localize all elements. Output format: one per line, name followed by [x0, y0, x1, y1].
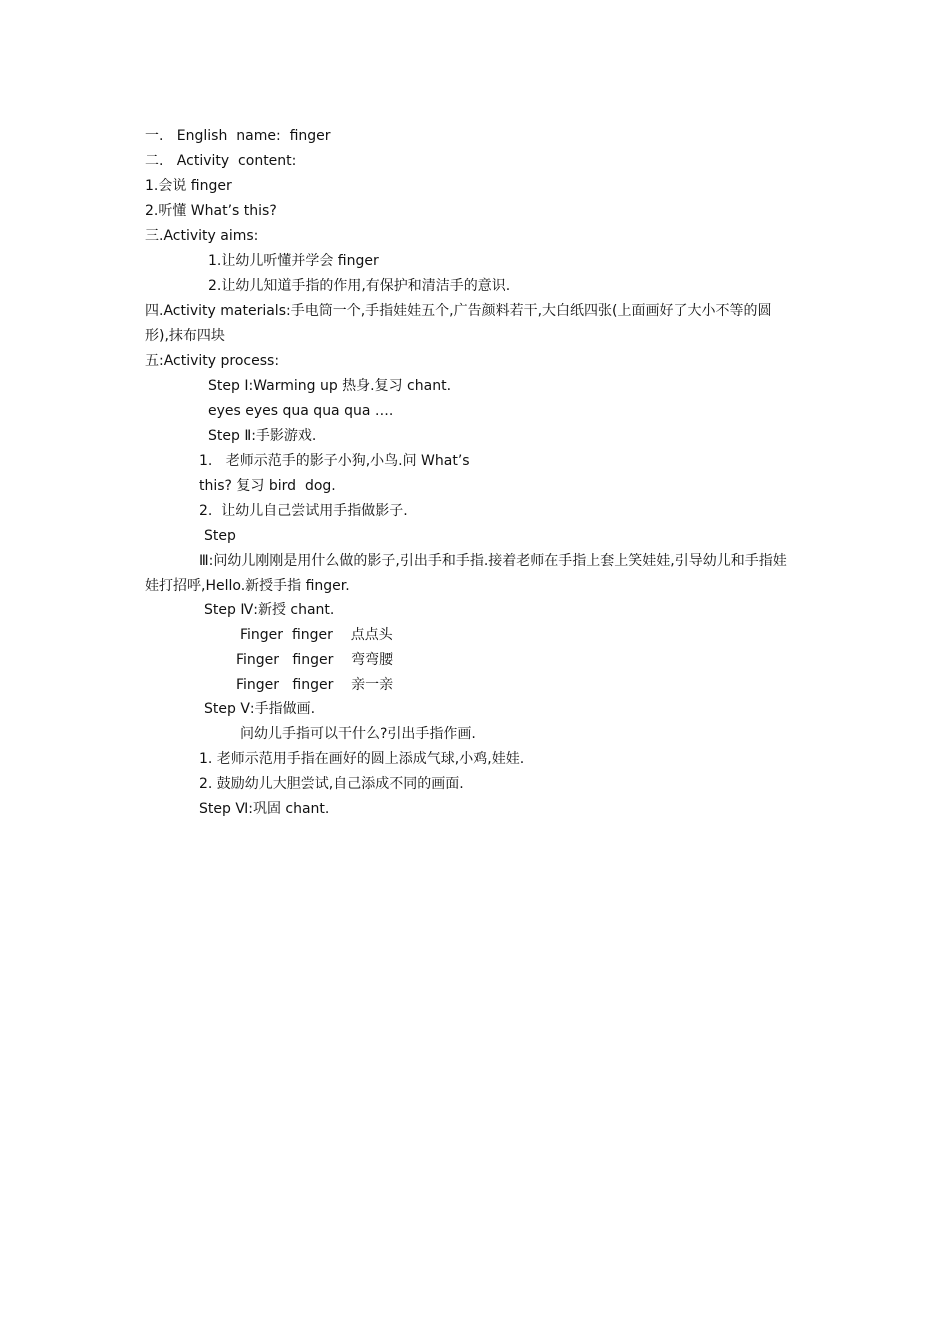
step-2-heading: Step Ⅱ:手影游戏. — [208, 428, 317, 444]
step-3-text: Ⅲ:问幼儿刚刚是用什么做的影子,引出手和手指.接着老师在手指上套上笑娃娃,引导幼儿和手指娃 — [199, 553, 787, 569]
step-3-label: Step — [204, 528, 236, 544]
section-2-activity-content: 二. Activity content: — [145, 153, 297, 169]
step-4-heading: Step Ⅳ:新授 chant. — [204, 602, 335, 618]
step-6-heading: Step Ⅵ:巩固 chant. — [199, 801, 330, 817]
step-2-item-2: 2. 让幼儿自己尝试用手指做影子. — [199, 503, 408, 519]
step-1-chant: eyes eyes qua qua qua …. — [208, 403, 394, 419]
aim-item-2: 2.让幼儿知道手指的作用,有保护和清洁手的意识. — [208, 278, 511, 294]
chant-line-1: Finger finger 点点头 — [240, 627, 393, 643]
section-4-activity-materials: 四.Activity materials:手电筒一个,手指娃娃五个,广告颜料若干,大白纸四张(上面画好了大小不等的圆 — [145, 303, 772, 319]
step-5-heading: Step Ⅴ:手指做画. — [204, 701, 316, 717]
section-3-activity-aims: 三.Activity aims: — [145, 228, 259, 244]
content-item-2: 2.听懂 What’s this? — [145, 203, 277, 219]
step-1-heading: Step Ⅰ:Warming up 热身.复习 chant. — [208, 378, 452, 394]
step-5-item-1: 1. 老师示范用手指在画好的圆上添成气球,小鸡,娃娃. — [199, 751, 525, 767]
step-2-item-1-cont: this? 复习 bird dog. — [199, 478, 336, 494]
chant-line-2: Finger finger 弯弯腰 — [236, 652, 394, 668]
step-5-item-2: 2. 鼓励幼儿大胆尝试,自己添成不同的画面. — [199, 776, 464, 792]
step-2-item-1: 1. 老师示范手的影子小狗,小鸟.问 What’s — [199, 453, 470, 469]
step-5-question: 问幼儿手指可以干什么?引出手指作画. — [240, 726, 476, 742]
section-4-activity-materials-cont: 形),抹布四块 — [145, 328, 225, 344]
content-item-1: 1.会说 finger — [145, 178, 232, 194]
chant-line-3: Finger finger 亲一亲 — [236, 677, 394, 693]
section-1-english-name: 一. English name: finger — [145, 128, 331, 144]
section-5-activity-process: 五:Activity process: — [145, 353, 280, 369]
step-3-text-cont: 娃打招呼,Hello.新授手指 finger. — [145, 578, 350, 594]
aim-item-1: 1.让幼儿听懂并学会 finger — [208, 253, 379, 269]
